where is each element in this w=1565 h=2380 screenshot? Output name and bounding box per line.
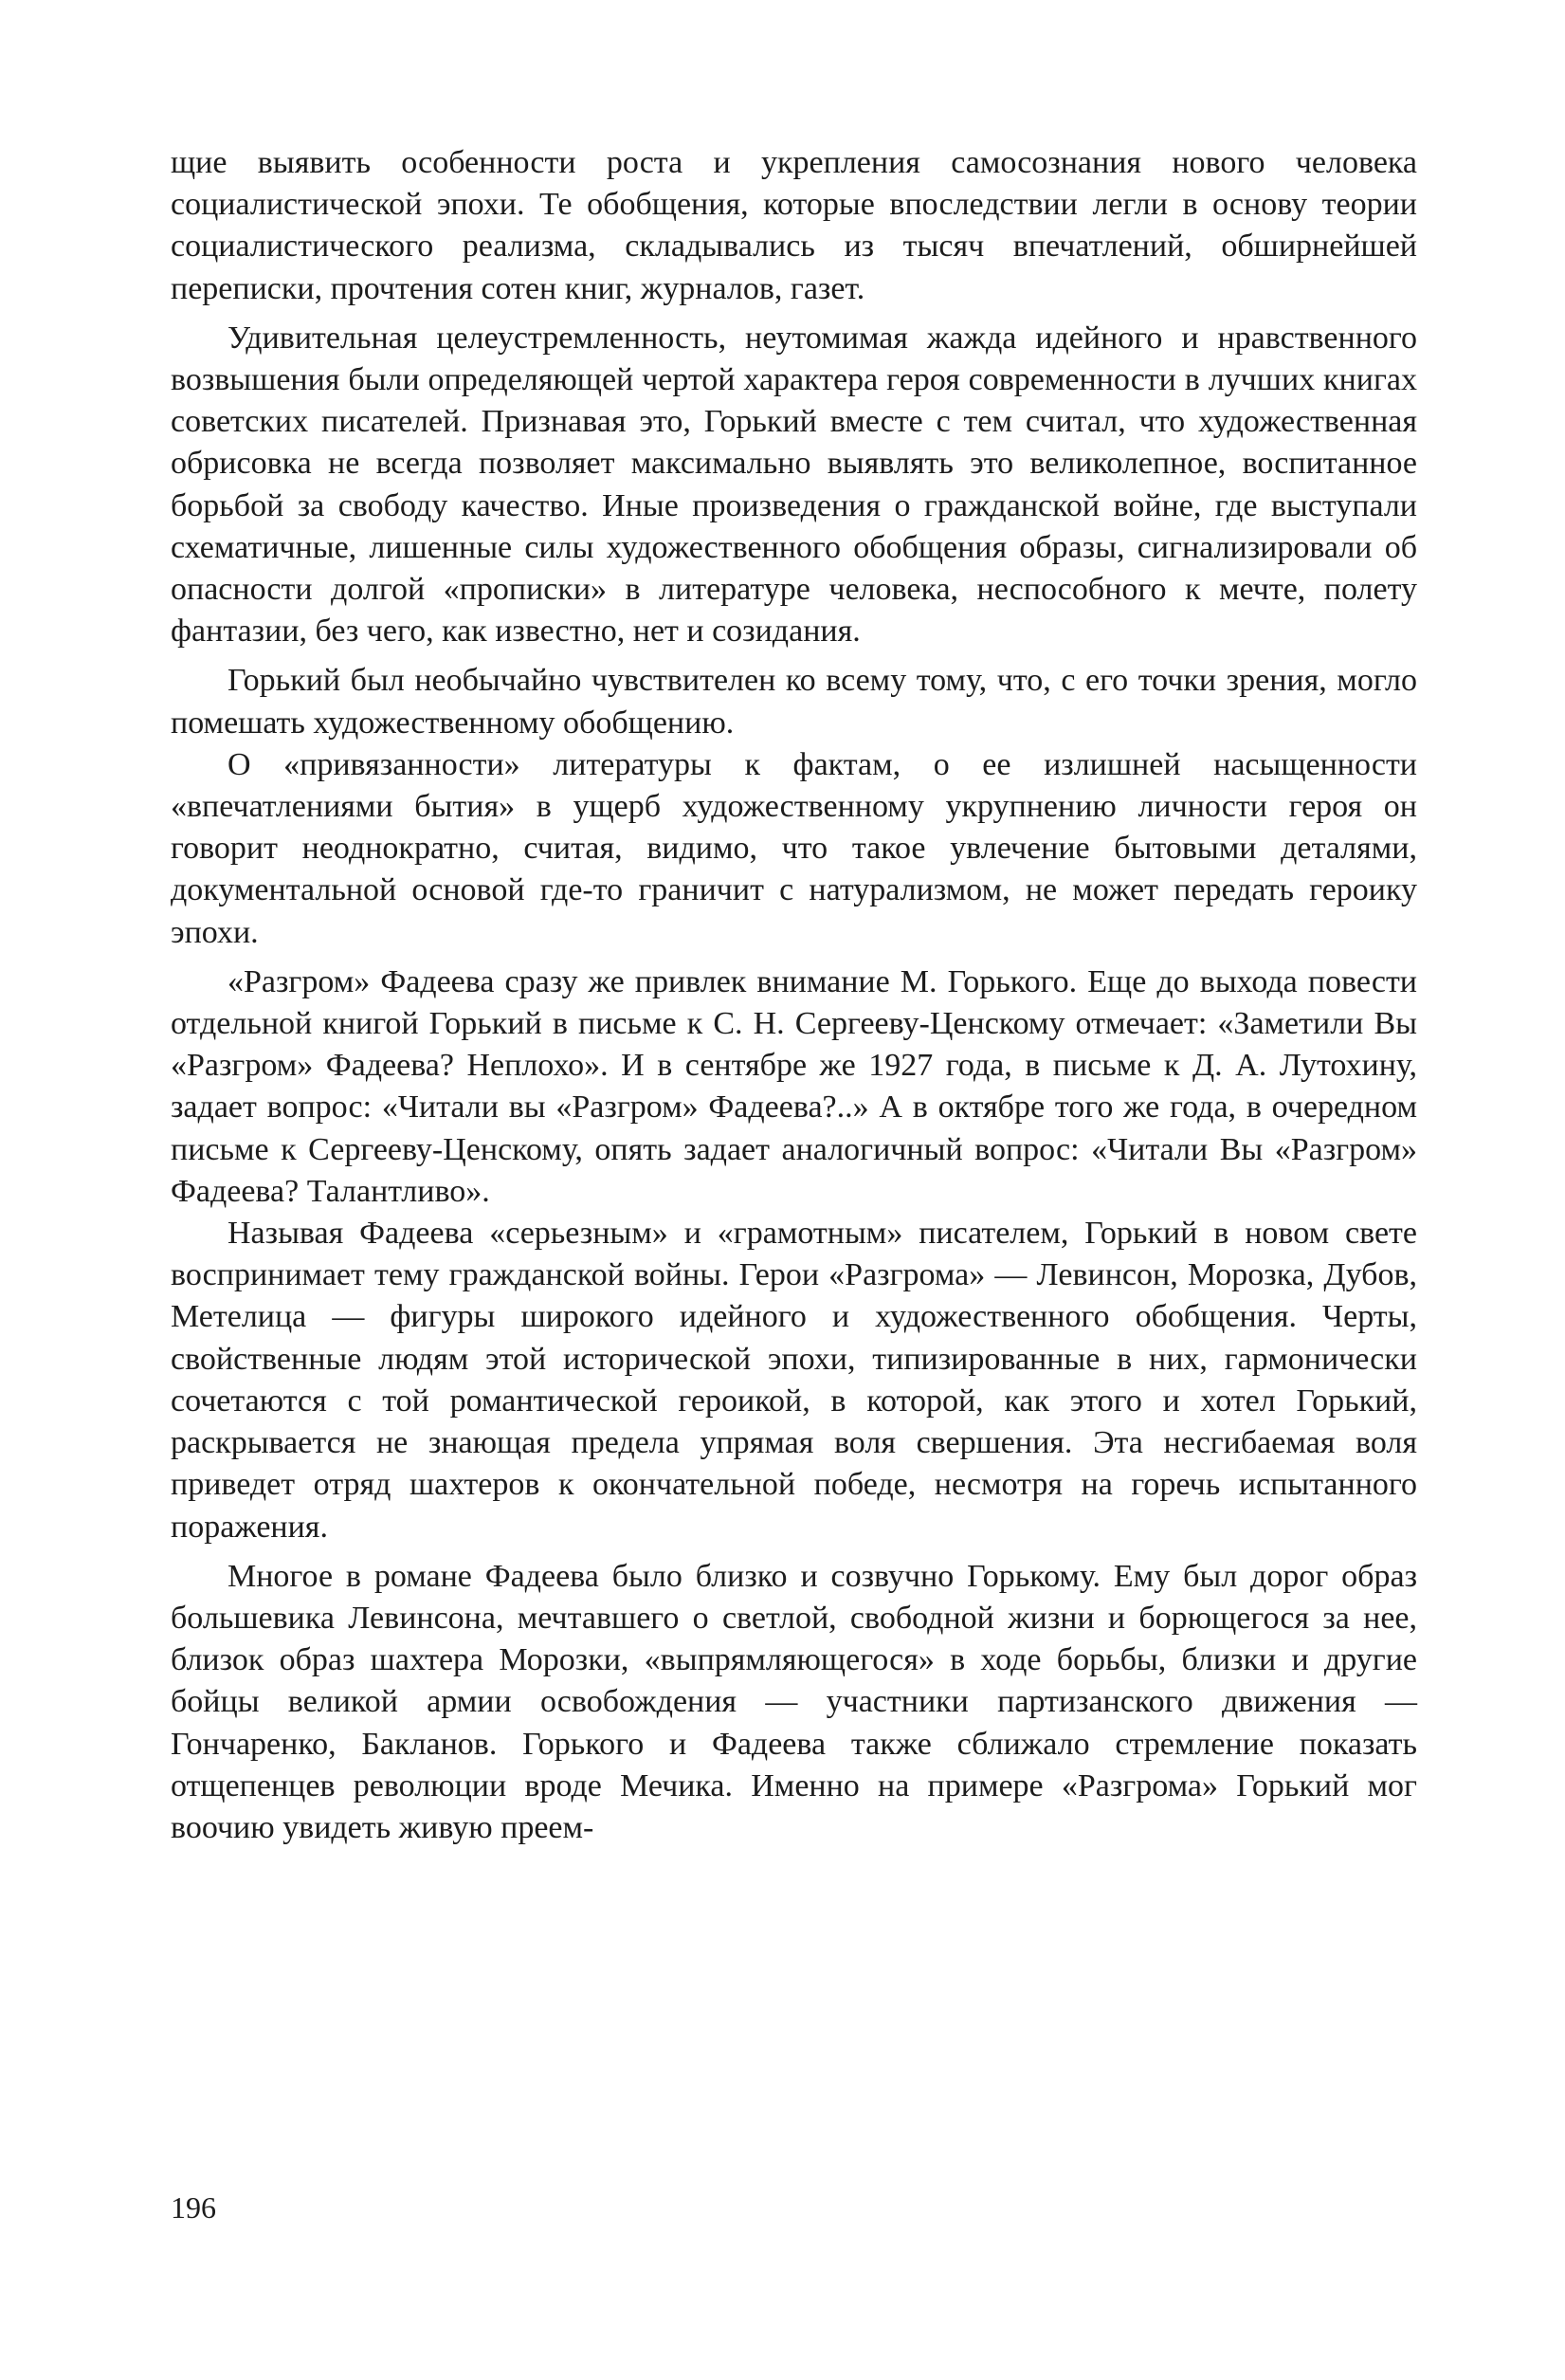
paragraph-5: «Разгром» Фадеева сразу же привлек внимание М. Горького. Еще до выхода повести отдельной книгой Горький в письме к С. Н. Сергееву-Ценскому отмечает: «Заметили Вы «Разгром» Фадеева? Неплохо». И в сентябре же 1927 года, в письме к Д. А. Лутохину, задает вопрос: «Читали вы «Разгром» Фадеева?..» А в октябре того же года, в очередном письме к Сергееву-Ценскому, опять задает аналогичный вопрос: «Читали Вы «Разгром» Фадеева? Талантливо». <box>171 963 1417 1209</box>
paragraph-4: О «привязанности» литературы к фактам, о ее излишней насыщенности «впечатлениями бытия» в ущерб художественному укрупнению личности героя он говорит неоднократно, считая, видимо, что такое увлечение бытовыми деталями, документальной основой где-то граничит с натурализмом, не может передать героику эпохи. <box>171 746 1417 950</box>
paragraph-2: Удивительная целеустремленность, неутомимая жажда идейного и нравственного возвышения были определяющей чертой характера героя современности в лучших книгах советских писателей. Признавая это, Горький вместе с тем считал, что художественная обрисовка не всегда позволяет максимально выявлять это великолепное, воспитанное борьбой за свободу качество. Иные произведения о гражданской войне, где выступали схематичные, лишенные силы художественного обобщения образы, сигнализировали об опасности долгой «прописки» в литературе человека, неспособного к мечте, полету фантазии, без чего, как известно, нет и созидания. <box>171 320 1417 650</box>
body-text <box>171 142 1417 1857</box>
paragraph-3: Горький был необычайно чувствителен ко всему тому, что, с его точки зрения, могло помешать художественному обобщению. <box>171 663 1417 741</box>
paragraph-7: Многое в романе Фадеева было близко и созвучно Горькому. Ему был дорог образ большевика Левинсона, мечтавшего о светлой, свободной жизни и борющегося за нее, близок образ шахтера Морозки, «выпрямляющегося» в ходе борьбы, близки и другие бойцы великой армии освобождения — участники партизанского движения — Гончаренко, Бакланов. Горького и Фадеева также сближало стремление показать отщепенцев революции вроде Мечика. Именно на примере «Разгрома» Горький мог воочию увидеть живую преем- <box>171 1558 1417 1845</box>
paragraph-6: Называя Фадеева «серьезным» и «грамотным» писателем, Горький в новом свете воспринимает тему гражданской войны. Герои «Разгрома» — Левинсон, Морозка, Дубов, Метелица — фигуры широкого идейного и художественного обобщения. Черты, свойственные людям этой исторической эпохи, типизированные в них, гармонически сочетаются с той романтической героикой, в которой, как этого и хотел Горький, раскрывается не знающая предела упрямая воля свершения. Эта несгибаемая воля приведет отряд шахтеров к окончательной победе, несмотря на горечь испытанного поражения. <box>171 1216 1417 1545</box>
paragraph-1: щие выявить особенности роста и укрепления самосознания нового человека социалистической эпохи. Те обобщения, которые впоследствии легли в основу теории социалистического реализма, складывались из тысяч впечатлений, обширнейшей переписки, прочтения сотен книг, журналов, газет. <box>171 145 1417 306</box>
page-number: 196 <box>171 2190 216 2224</box>
